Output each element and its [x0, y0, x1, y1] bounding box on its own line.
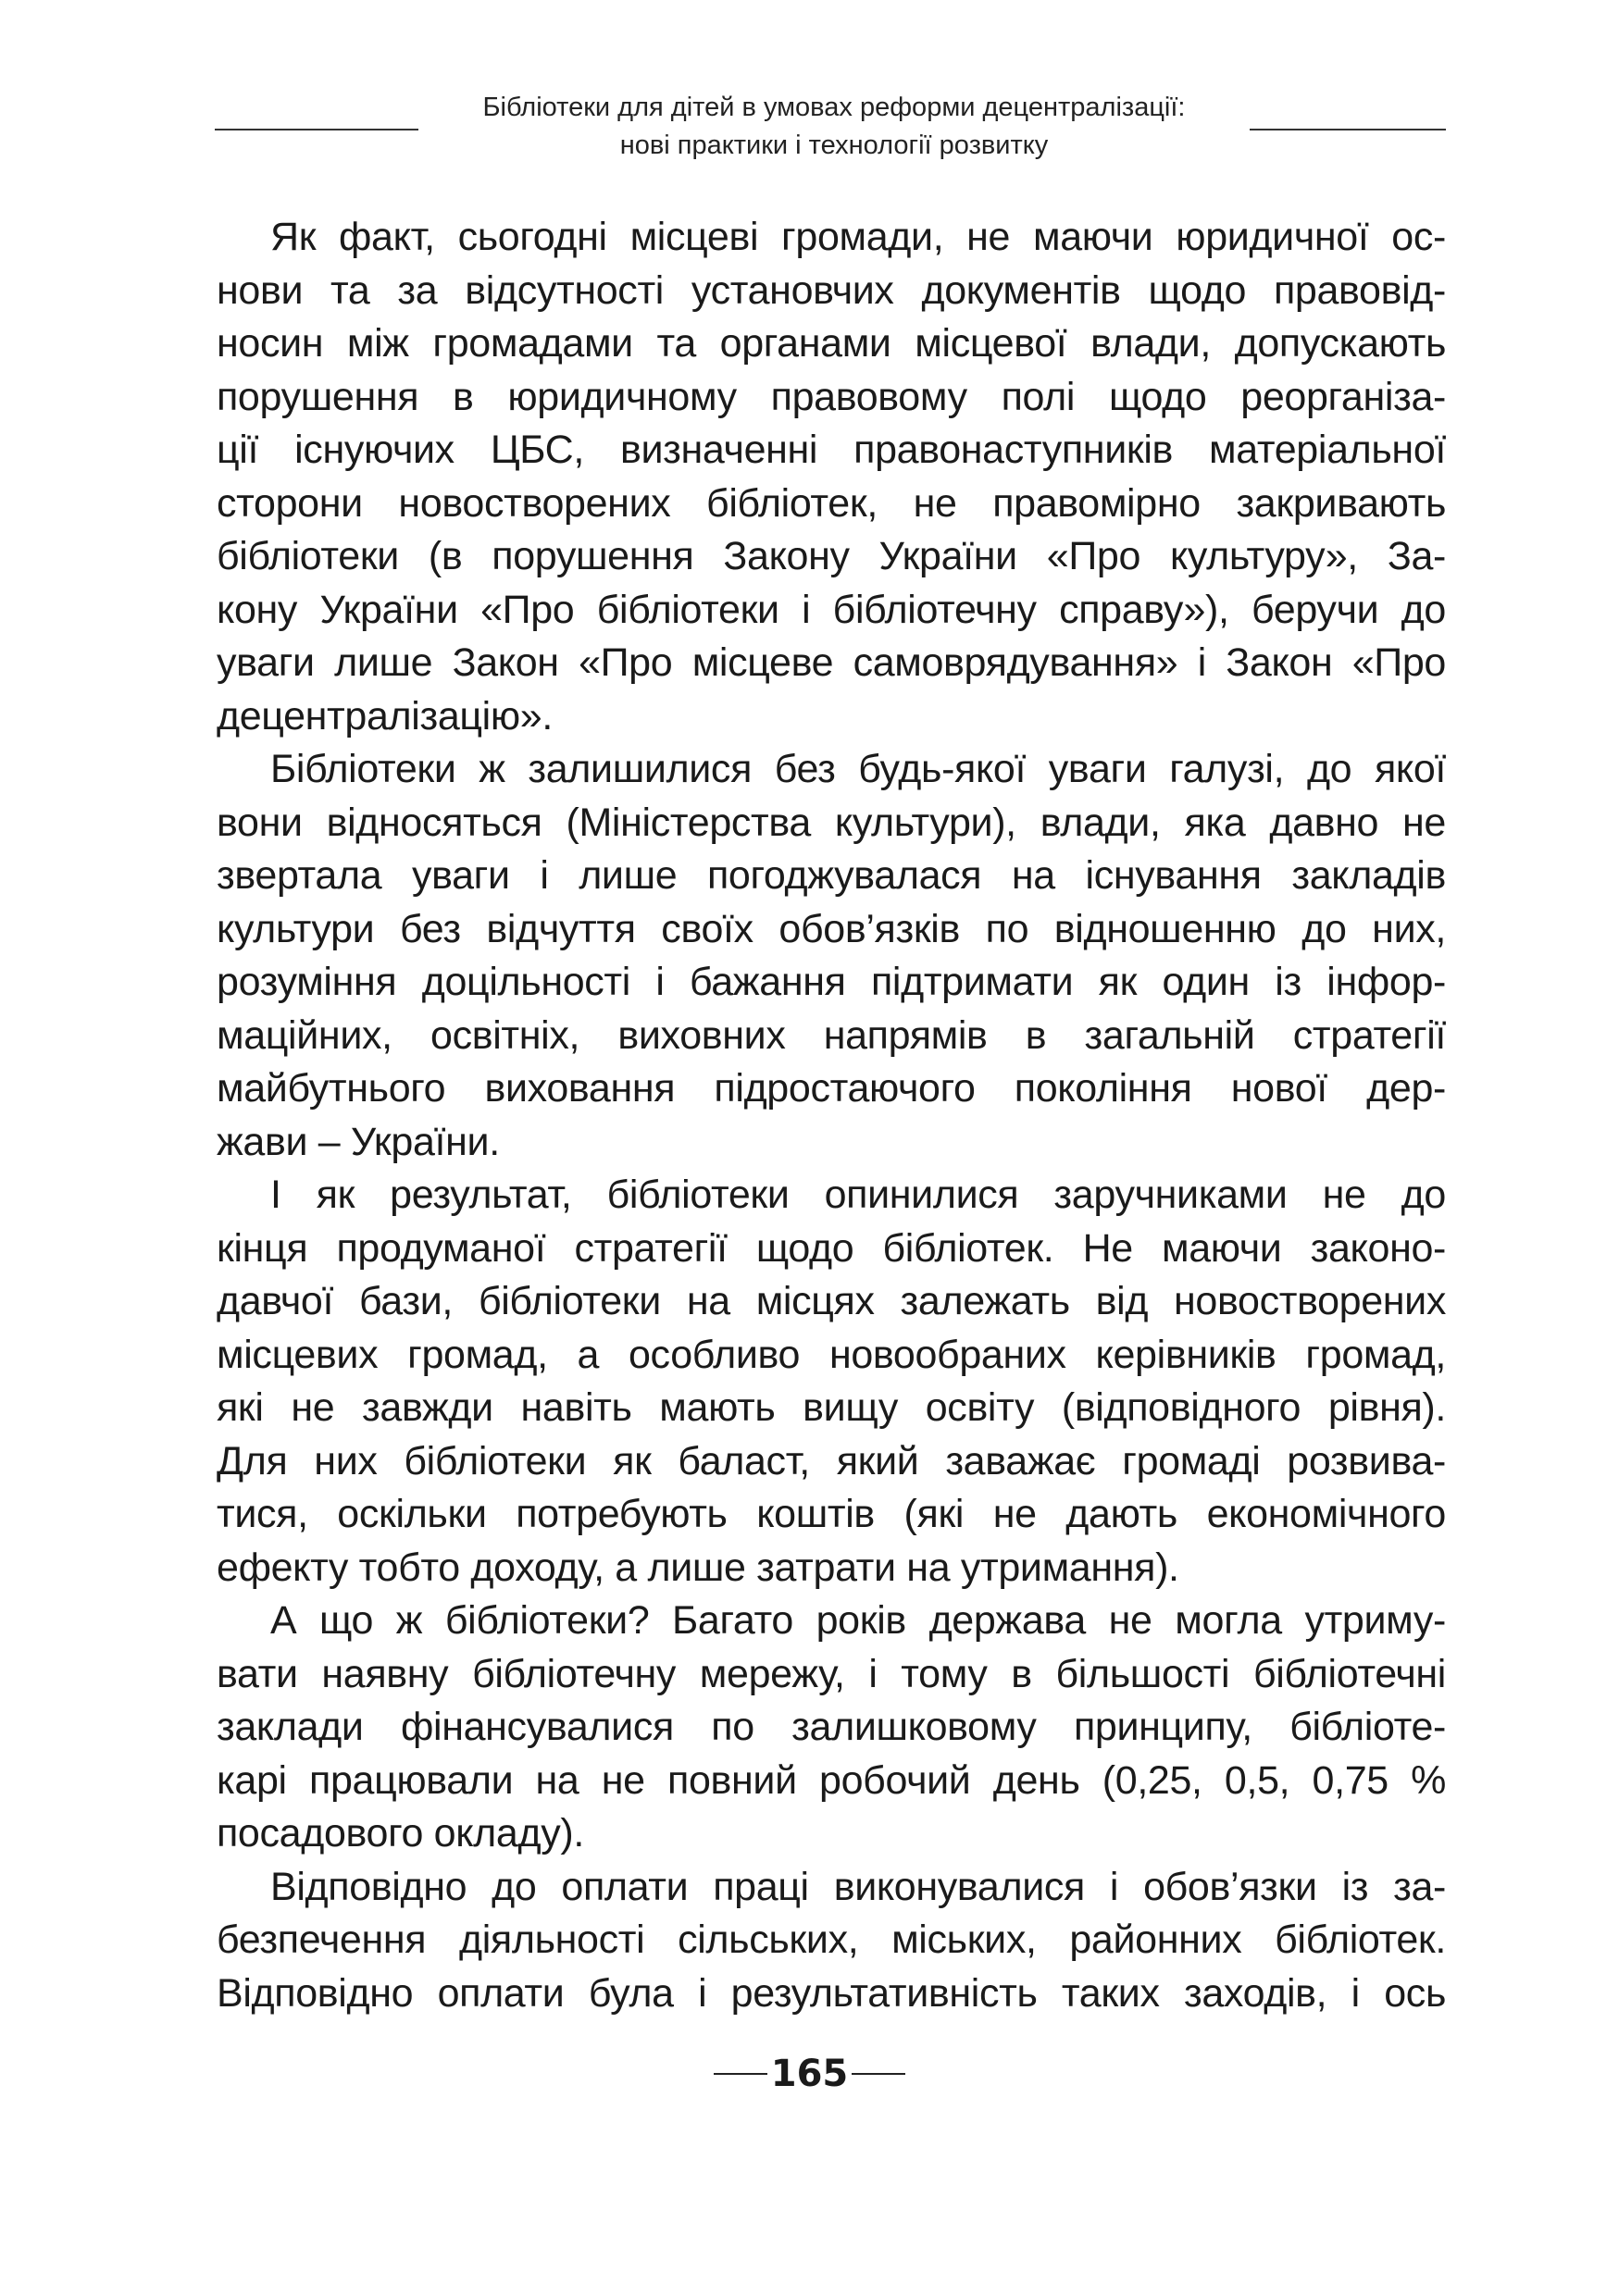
text-line: нови та за відсутності установчих документів щодо правовід-	[217, 267, 1446, 313]
text-line: А що ж бібліотеки? Багато років держава не могла утриму-	[270, 1598, 1446, 1643]
text-line: порушення в юридичному правовому полі щодо реорганіза-	[217, 374, 1446, 419]
text-line: місцевих громад, а особливо новообраних керівників громад,	[217, 1332, 1446, 1377]
header-rule-right	[1250, 129, 1446, 130]
footer-rule-right	[852, 2073, 905, 2075]
text-line: кінця продуманої стратегії щодо бібліотек. Не маючи законо-	[217, 1225, 1446, 1271]
text-line: децентралізацію».	[217, 693, 553, 738]
text-line: носин між громадами та органами місцевої влади, допускають	[217, 321, 1446, 366]
text-line: заклади фінансувалися по залишковому принципу, бібліоте-	[217, 1705, 1446, 1749]
body-text	[217, 211, 1446, 2020]
footer-rule-left	[714, 2073, 767, 2075]
header-rule-left	[215, 129, 418, 130]
text-line: ефекту тобто доходу, а лише затрати на утримання).	[217, 1545, 1179, 1590]
text-line: безпечення діяльності сільських, міських, районних бібліотек.	[217, 1917, 1446, 1962]
page-footer	[0, 2053, 1619, 2099]
text-line: Відповідно оплати була і результативність таких заходів, і ось	[217, 1970, 1446, 2016]
text-line: посадового окладу).	[217, 1811, 584, 1855]
text-line: І як результат, бібліотеки опинилися заручниками не до	[270, 1173, 1446, 1217]
header-title-line-2: нові практики і технології розвитку	[619, 130, 1049, 160]
text-line: Відповідно до оплати праці виконувалися і обов’язки із за-	[270, 1864, 1446, 1909]
text-line: вати наявну бібліотечну мережу, і тому в більшості бібліотечні	[217, 1651, 1446, 1696]
text-line: карі працювали на не повний робочий день (0,25, 0,5, 0,75 %	[217, 1757, 1446, 1803]
text-line: які не завжди навіть мають вищу освіту (відповідного рівня).	[217, 1385, 1446, 1430]
text-line: кону України «Про бібліотеки і бібліотечну справу»), беручи до	[217, 587, 1446, 632]
text-line: жави – України.	[217, 1119, 500, 1164]
page-number: 165	[770, 2053, 849, 2095]
header-title-line-1: Бібліотеки для дітей в умовах реформи децентралізації:	[482, 93, 1186, 122]
text-line: тися, оскільки потребують коштів (які не дають економічного	[217, 1492, 1446, 1536]
text-line: маційних, освітніх, виховних напрямів в загальній стратегії	[217, 1012, 1446, 1058]
running-header	[215, 89, 1446, 172]
text-line: бібліотеки (в порушення Закону України «Про культуру», За-	[217, 534, 1446, 578]
text-line: Для них бібліотеки як баласт, який заважає громаді розвива-	[217, 1438, 1446, 1483]
text-line: вони відносяться (Міністерства культури), влади, яка давно не	[217, 800, 1446, 845]
text-line: Як факт, сьогодні місцеві громади, не маючи юридичної ос-	[270, 215, 1446, 259]
text-line: уваги лише Закон «Про місцеве самоврядування» і Закон «Про	[217, 640, 1446, 685]
text-line: давчої бази, бібліотеки на місцях залежать від новостворених	[217, 1279, 1446, 1323]
header-title	[430, 89, 1239, 165]
text-line: ції існуючих ЦБС, визначенні правонаступників матеріальної	[217, 428, 1446, 472]
text-line: культури без відчуття своїх обов’язків по відношенню до них,	[217, 906, 1446, 951]
text-line: розуміння доцільності і бажання підтримати як один із інфор-	[217, 960, 1446, 1004]
text-line: звертала уваги і лише погоджувалася на існування закладів	[217, 853, 1446, 898]
text-line: Бібліотеки ж залишилися без будь-якої уваги галузі, до якої	[270, 747, 1446, 791]
text-line: майбутнього виховання підростаючого покоління нової дер-	[217, 1066, 1446, 1111]
text-line: сторони новостворених бібліотек, не правомірно закривають	[217, 480, 1446, 526]
